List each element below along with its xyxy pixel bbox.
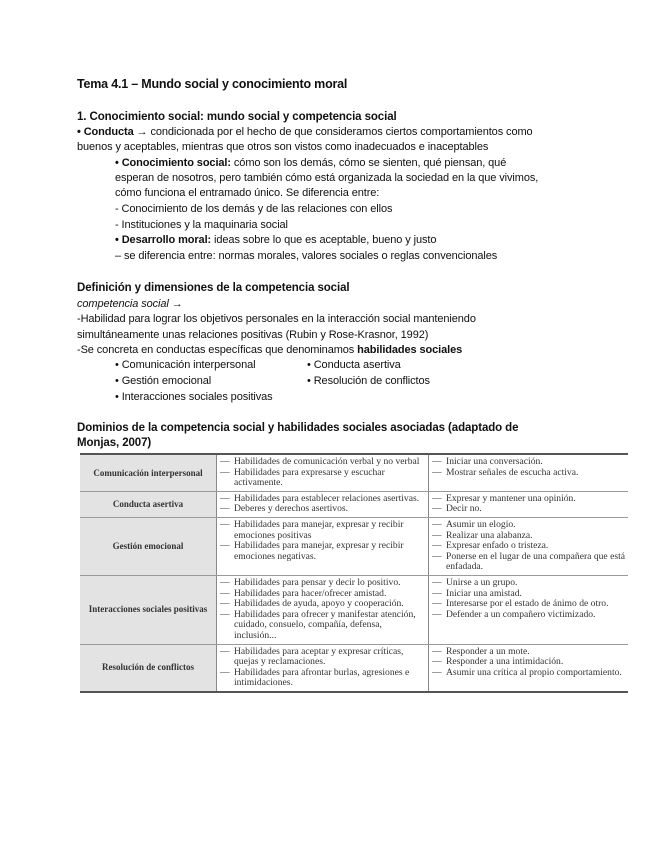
example-item — [432, 457, 625, 468]
dash-marker: — — [432, 503, 442, 515]
skill-item — [220, 668, 425, 689]
examples-cell — [429, 644, 629, 692]
concreta-line — [77, 343, 462, 357]
cs-text3: cómo funciona el entramado único. Se diferencia entre: — [115, 187, 380, 199]
skill-item-text: Deberes y derechos asertivos. — [234, 503, 349, 515]
dash-marker: — — [220, 576, 230, 588]
cs-item1: - Conocimiento de los demás y de las relaciones con ellos — [115, 203, 393, 215]
examples-cell — [429, 575, 629, 644]
skills-cell — [217, 644, 429, 692]
dash-marker: — — [432, 587, 442, 599]
example-item — [432, 520, 625, 531]
competencia-term: competencia social → — [77, 298, 183, 310]
dash-marker: — — [220, 666, 230, 678]
dash-marker: — — [432, 518, 442, 530]
concreta-text: -Se concreta en conductas específicas que denominamos — [77, 344, 358, 356]
dm-text: ideas sobre lo que es aceptable, bueno y justo — [211, 234, 437, 246]
table-row — [80, 454, 628, 491]
section1-heading: 1. Conocimiento social: mundo social y competencia social — [77, 111, 397, 123]
examples-cell — [429, 454, 629, 491]
skills-cell — [217, 491, 429, 517]
bullet-left-3: • Interacciones sociales positivas — [115, 391, 273, 403]
table-body — [80, 454, 628, 692]
example-item — [432, 468, 625, 479]
skill-item-text: Habilidades para expresarse y escuchar activamente. — [234, 466, 385, 489]
example-item-text: Iniciar una amistad. — [446, 587, 522, 599]
skill-item — [220, 578, 425, 589]
example-item-text: Responder a un mote. — [446, 645, 530, 657]
skill-item — [220, 541, 425, 562]
example-item-text: Interesarse por el estado de ánimo de otro. — [446, 598, 609, 610]
conocimiento-social-line — [115, 156, 506, 170]
competencia-table — [80, 453, 628, 693]
dash-marker: — — [432, 492, 442, 504]
table-row — [80, 644, 628, 692]
habilidades-sociales: habilidades sociales — [357, 344, 463, 356]
dash-marker: — — [220, 587, 230, 599]
skill-item-text: Habilidades de ayuda, apoyo y cooperación. — [234, 598, 404, 610]
section3-heading-1: Dominios de la competencia social y habilidades sociales asociadas (adaptado de — [77, 422, 519, 434]
skill-item-text: Habilidades de comunicación verbal y no verbal — [234, 456, 420, 467]
skills-cell — [217, 454, 429, 491]
dash-marker: — — [220, 645, 230, 657]
dash-marker: — — [432, 466, 442, 478]
dash-marker: — — [220, 466, 230, 478]
category-cell: Comunicación interpersonal — [80, 454, 217, 491]
cs-label: • Conocimiento social: — [115, 157, 231, 169]
page-title: Tema 4.1 – Mundo social y conocimiento moral — [77, 77, 348, 91]
skill-item-text: Habilidades para aceptar y expresar críticas, quejas y reclamaciones. — [234, 645, 404, 668]
skill-item-text: Habilidades para establecer relaciones asertivas. — [234, 492, 420, 504]
dash-marker: — — [432, 529, 442, 541]
example-item-text: Realizar una alabanza. — [446, 529, 533, 541]
skill-item-text: Habilidades para hacer/ofrecer amistad. — [234, 587, 387, 599]
def-line-2: simultáneamente unas relaciones positivas (Rubin y Rose-Krasnor, 1992) — [77, 329, 429, 341]
dash-marker: — — [220, 456, 230, 467]
example-item-text: Asumir un elogio. — [446, 518, 516, 530]
cs-text2: esperan de nosotros, pero también cómo está organizada la sociedad en la que vivimos, — [115, 172, 539, 184]
example-item-text: Defender a un compañero victimizado. — [446, 608, 596, 620]
dash-marker: — — [432, 598, 442, 610]
dash-marker: — — [220, 503, 230, 515]
dash-marker: — — [220, 598, 230, 610]
example-item-text: Responder a una intimidación. — [446, 656, 564, 668]
skill-item-text: Habilidades para afrontar burlas, agresiones e intimidaciones. — [234, 666, 410, 689]
example-item-text: Expresar enfado o tristeza. — [446, 540, 549, 552]
dash-marker: — — [432, 576, 442, 588]
example-item-text: Ponerse en el lugar de una compañera que está enfadada. — [446, 550, 626, 573]
bullet-right-1: • Conducta asertiva — [307, 359, 401, 371]
example-item-text: Iniciar una conversación. — [446, 456, 543, 467]
category-cell: Conducta asertiva — [80, 491, 217, 517]
cs-item2: - Instituciones y la maquinaria social — [115, 219, 288, 231]
category-cell: Resolución de conflictos — [80, 644, 217, 692]
example-item — [432, 578, 625, 589]
category-cell: Gestión emocional — [80, 517, 217, 575]
conducta-line — [77, 125, 533, 139]
table-row — [80, 517, 628, 575]
section3-heading-2: Monjas, 2007) — [77, 437, 152, 449]
skill-item — [220, 468, 425, 489]
skill-item-text: Habilidades para ofrecer y manifestar atención, cuidado, consuelo, compañía, defensa, inclusión... — [234, 608, 416, 641]
skills-cell — [217, 575, 429, 644]
example-item — [432, 668, 625, 679]
dash-marker: — — [432, 550, 442, 562]
example-item — [432, 504, 625, 515]
dash-marker: — — [432, 656, 442, 668]
table-row — [80, 491, 628, 517]
skill-item-text: Habilidades para manejar, expresar y recibir emociones positivas — [234, 518, 404, 541]
example-item — [432, 610, 625, 621]
bullet-left-2: • Gestión emocional — [115, 375, 212, 387]
example-item-text: Expresar y mantener una opinión. — [446, 492, 576, 504]
bullet-left-1: • Comunicación interpersonal — [115, 359, 256, 371]
conducta-text: → condicionada por el hecho de que consideramos ciertos comportamientos como — [133, 126, 533, 138]
example-item-text: Asumir una crítica al propio comportamiento. — [446, 666, 622, 678]
skill-item-text: Habilidades para manejar, expresar y recibir emociones negativas. — [234, 540, 404, 562]
dash-marker: — — [432, 645, 442, 657]
def-line-1: -Habilidad para lograr los objetivos personales en la interacción social manteniendo — [77, 313, 476, 325]
table-row — [80, 575, 628, 644]
bullet-right-2: • Resolución de conflictos — [307, 375, 430, 387]
dash-marker: — — [220, 608, 230, 620]
skill-item — [220, 504, 425, 515]
conducta-label: • Conducta — [77, 126, 134, 138]
category-cell: Interacciones sociales positivas — [80, 575, 217, 644]
skill-item — [220, 520, 425, 541]
example-item-text: Mostrar señales de escucha activa. — [446, 466, 579, 478]
cs-text1: cómo son los demás, cómo se sienten, qué piensan, qué — [230, 157, 507, 169]
dash-marker: — — [432, 666, 442, 678]
dash-marker: — — [220, 492, 230, 504]
skill-item-text: Habilidades para pensar y decir lo positivo. — [234, 576, 401, 588]
dm-diff: – se diferencia entre: normas morales, valores sociales o reglas convencionales — [115, 250, 498, 262]
dm-label: • Desarrollo moral: — [115, 234, 212, 246]
dash-marker: — — [432, 608, 442, 620]
example-item-text: Decir no. — [446, 503, 482, 515]
skill-item — [220, 610, 425, 642]
examples-cell — [429, 517, 629, 575]
dash-marker: — — [220, 540, 230, 552]
examples-cell — [429, 491, 629, 517]
dash-marker: — — [432, 456, 442, 467]
example-item-text: Unirse a un grupo. — [446, 576, 518, 588]
dash-marker: — — [220, 518, 230, 530]
desarrollo-moral-line — [115, 233, 436, 247]
conducta-line-2: buenos y aceptables, mientras que otros son vistos como inadecuados e inaceptables — [77, 141, 489, 153]
skill-item — [220, 457, 425, 468]
skill-item — [220, 647, 425, 668]
example-item — [432, 552, 625, 573]
dash-marker: — — [432, 540, 442, 552]
section2-heading: Definición y dimensiones de la competencia social — [77, 282, 350, 294]
skills-cell — [217, 517, 429, 575]
